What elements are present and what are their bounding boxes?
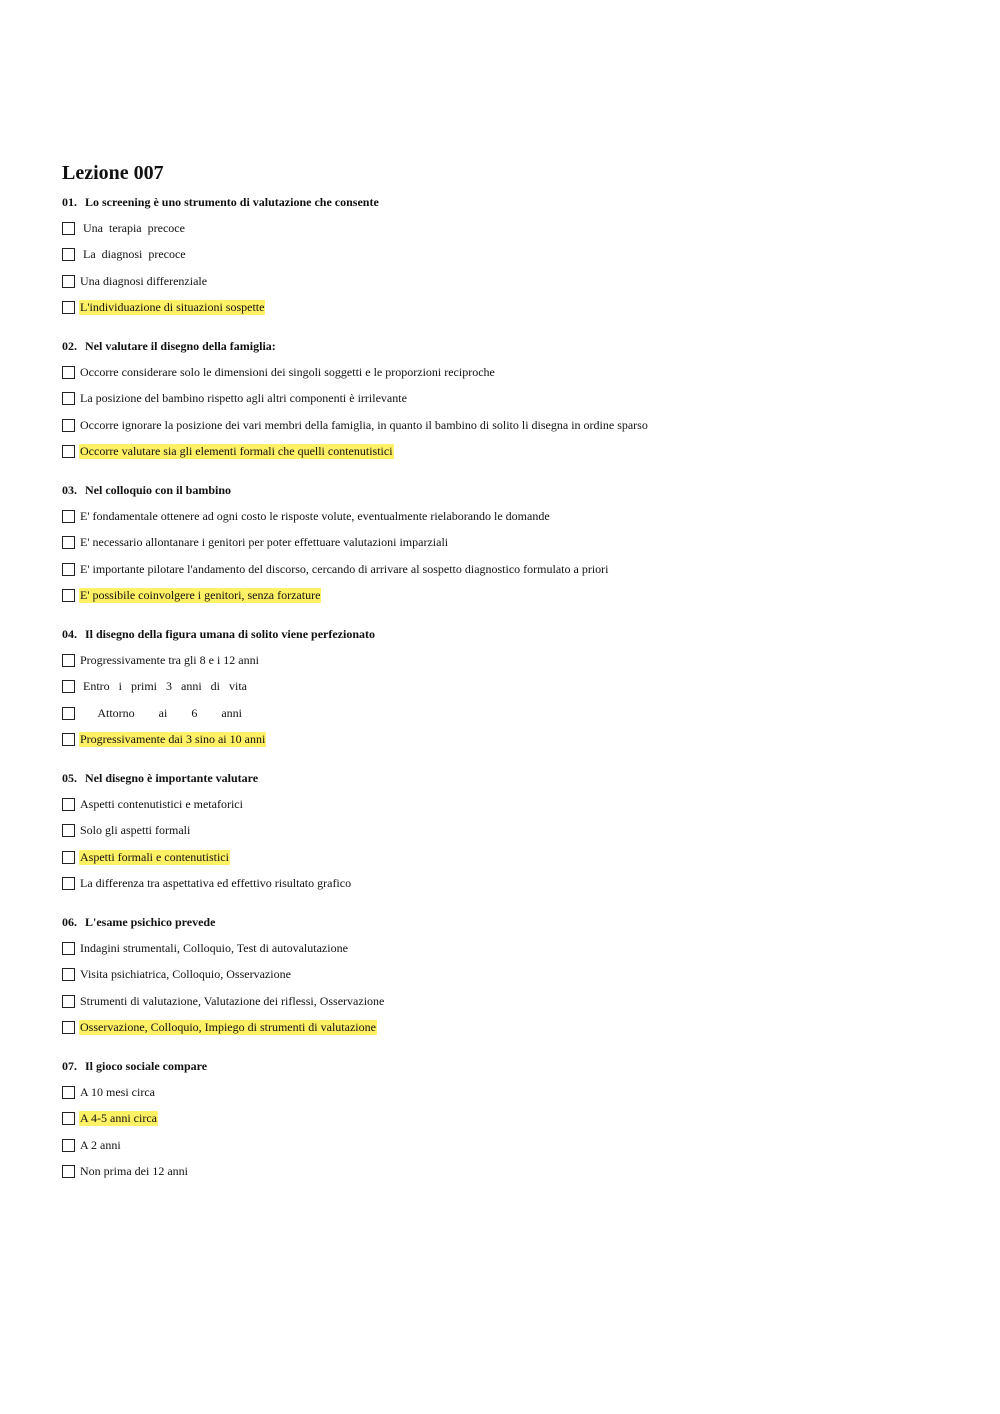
answer-option[interactable] xyxy=(62,1015,962,1042)
question-text xyxy=(62,770,962,786)
answer-checkbox[interactable] xyxy=(62,680,75,693)
question-list xyxy=(62,194,962,1185)
answer-text: E' necessario allontanare i genitori per poter effettuare valutazioni imparziali xyxy=(80,535,449,550)
answer-checkbox[interactable] xyxy=(62,733,75,746)
question-block xyxy=(62,1058,962,1185)
answer-checkbox[interactable] xyxy=(62,707,75,720)
answer-checkbox[interactable] xyxy=(62,222,75,235)
answer-option[interactable] xyxy=(62,556,962,583)
document-page xyxy=(62,160,962,1202)
question-label: L'esame psichico prevede xyxy=(85,915,216,929)
question-text xyxy=(62,1058,962,1074)
answer-checkbox[interactable] xyxy=(62,1021,75,1034)
answer-option[interactable] xyxy=(62,1106,962,1133)
correct-answer-text: Osservazione, Colloquio, Impiego di strumenti di valutazione xyxy=(80,1020,376,1035)
answer-checkbox[interactable] xyxy=(62,563,75,576)
answer-checkbox[interactable] xyxy=(62,248,75,261)
answer-option[interactable] xyxy=(62,962,962,989)
correct-answer-text: L'individuazione di situazioni sospette xyxy=(80,300,265,315)
answer-checkbox[interactable] xyxy=(62,654,75,667)
answer-option[interactable] xyxy=(62,268,962,295)
question-block xyxy=(62,770,962,897)
answer-text: La posizione del bambino rispetto agli altri componenti è irrilevante xyxy=(80,391,407,406)
answer-option[interactable] xyxy=(62,935,962,962)
answer-option[interactable] xyxy=(62,386,962,413)
question-number: 05. xyxy=(62,771,77,785)
question-number: 01. xyxy=(62,195,77,209)
answer-text: A 10 mesi circa xyxy=(80,1084,155,1099)
answer-text: Progressivamente tra gli 8 e i 12 anni xyxy=(80,652,259,667)
answer-text: Indagini strumentali, Colloquio, Test di autovalutazione xyxy=(80,940,348,955)
question-text xyxy=(62,338,962,354)
correct-answer-text: Occorre valutare sia gli elementi formali che quelli contenutistici xyxy=(80,444,393,459)
answer-text: Non prima dei 12 anni xyxy=(80,1164,188,1179)
answer-checkbox[interactable] xyxy=(62,275,75,288)
answer-option[interactable] xyxy=(62,791,962,818)
answer-option[interactable] xyxy=(62,871,962,898)
answer-checkbox[interactable] xyxy=(62,419,75,432)
answer-option[interactable] xyxy=(62,583,962,610)
question-number: 03. xyxy=(62,483,77,497)
answer-text: Strumenti di valutazione, Valutazione dei riflessi, Osservazione xyxy=(80,993,385,1008)
question-label: Il gioco sociale compare xyxy=(85,1059,208,1073)
answer-checkbox[interactable] xyxy=(62,798,75,811)
question-label: Nel colloquio con il bambino xyxy=(85,483,232,497)
answer-checkbox[interactable] xyxy=(62,877,75,890)
answer-checkbox[interactable] xyxy=(62,301,75,314)
question-text xyxy=(62,482,962,498)
answer-text: Visita psichiatrica, Colloquio, Osservazione xyxy=(80,967,291,982)
answer-text: La differenza tra aspettativa ed effettivo risultato grafico xyxy=(80,876,352,891)
answer-text: Occorre ignorare la posizione dei vari membri della famiglia, in quanto il bambino di solito li disegna in ordine sparso xyxy=(80,417,648,432)
answer-text: La diagnosi precoce xyxy=(80,247,186,262)
answer-text: Una diagnosi differenziale xyxy=(80,273,208,288)
answer-checkbox[interactable] xyxy=(62,824,75,837)
question-number: 02. xyxy=(62,339,77,353)
answer-option[interactable] xyxy=(62,700,962,727)
lesson-title: Lezione 007 xyxy=(62,162,164,184)
question-text xyxy=(62,194,962,210)
answer-text: Attorno ai 6 anni xyxy=(80,705,242,720)
answer-option[interactable] xyxy=(62,439,962,466)
question-block xyxy=(62,482,962,609)
answer-checkbox[interactable] xyxy=(62,1086,75,1099)
question-block xyxy=(62,626,962,753)
answer-option[interactable] xyxy=(62,674,962,701)
correct-answer-text: A 4-5 anni circa xyxy=(80,1111,157,1126)
answer-checkbox[interactable] xyxy=(62,445,75,458)
answer-checkbox[interactable] xyxy=(62,1165,75,1178)
answer-checkbox[interactable] xyxy=(62,942,75,955)
question-text xyxy=(62,626,962,642)
answer-text: A 2 anni xyxy=(80,1137,121,1152)
question-number: 07. xyxy=(62,1059,77,1073)
correct-answer-text: Progressivamente dai 3 sino ai 10 anni xyxy=(80,732,266,747)
answer-checkbox[interactable] xyxy=(62,995,75,1008)
answer-checkbox[interactable] xyxy=(62,1112,75,1125)
answer-option[interactable] xyxy=(62,412,962,439)
answer-option[interactable] xyxy=(62,818,962,845)
answer-checkbox[interactable] xyxy=(62,589,75,602)
correct-answer-text: Aspetti formali e contenutistici xyxy=(80,849,229,864)
answer-option[interactable] xyxy=(62,1132,962,1159)
answer-checkbox[interactable] xyxy=(62,536,75,549)
answer-option[interactable] xyxy=(62,242,962,269)
question-block xyxy=(62,194,962,321)
question-block xyxy=(62,914,962,1041)
answer-option[interactable] xyxy=(62,647,962,674)
answer-text: Entro i primi 3 anni di vita xyxy=(80,679,247,694)
answer-option[interactable] xyxy=(62,727,962,754)
question-label: Il disegno della figura umana di solito viene perfezionato xyxy=(85,627,376,641)
answer-option[interactable] xyxy=(62,530,962,557)
question-label: Lo screening è uno strumento di valutazione che consente xyxy=(85,195,379,209)
answer-text: Solo gli aspetti formali xyxy=(80,823,191,838)
correct-answer-text: E' possibile coinvolgere i genitori, senza forzature xyxy=(80,588,321,603)
answer-option[interactable] xyxy=(62,1079,962,1106)
answer-checkbox[interactable] xyxy=(62,851,75,864)
answer-option[interactable] xyxy=(62,988,962,1015)
answer-option[interactable] xyxy=(62,503,962,530)
answer-text: Occorre considerare solo le dimensioni dei singoli soggetti e le proporzioni reciproche xyxy=(80,364,495,379)
question-text xyxy=(62,914,962,930)
answer-text: Aspetti contenutistici e metaforici xyxy=(80,796,243,811)
answer-checkbox[interactable] xyxy=(62,392,75,405)
question-number: 04. xyxy=(62,627,77,641)
answer-checkbox[interactable] xyxy=(62,366,75,379)
answer-text: Una terapia precoce xyxy=(80,220,185,235)
answer-option[interactable] xyxy=(62,359,962,386)
answer-text: E' importante pilotare l'andamento del discorso, cercando di arrivare al sospetto diagnostico formulato a priori xyxy=(80,561,609,576)
answer-text: E' fondamentale ottenere ad ogni costo le risposte volute, eventualmente rielaborando le domande xyxy=(80,508,550,523)
answer-option[interactable] xyxy=(62,295,962,322)
answer-checkbox[interactable] xyxy=(62,510,75,523)
question-label: Nel valutare il disegno della famiglia: xyxy=(85,339,276,353)
answer-checkbox[interactable] xyxy=(62,968,75,981)
answer-checkbox[interactable] xyxy=(62,1139,75,1152)
answer-option[interactable] xyxy=(62,844,962,871)
question-block xyxy=(62,338,962,465)
answer-option[interactable] xyxy=(62,1159,962,1186)
question-label: Nel disegno è importante valutare xyxy=(85,771,259,785)
question-number: 06. xyxy=(62,915,77,929)
answer-option[interactable] xyxy=(62,215,962,242)
